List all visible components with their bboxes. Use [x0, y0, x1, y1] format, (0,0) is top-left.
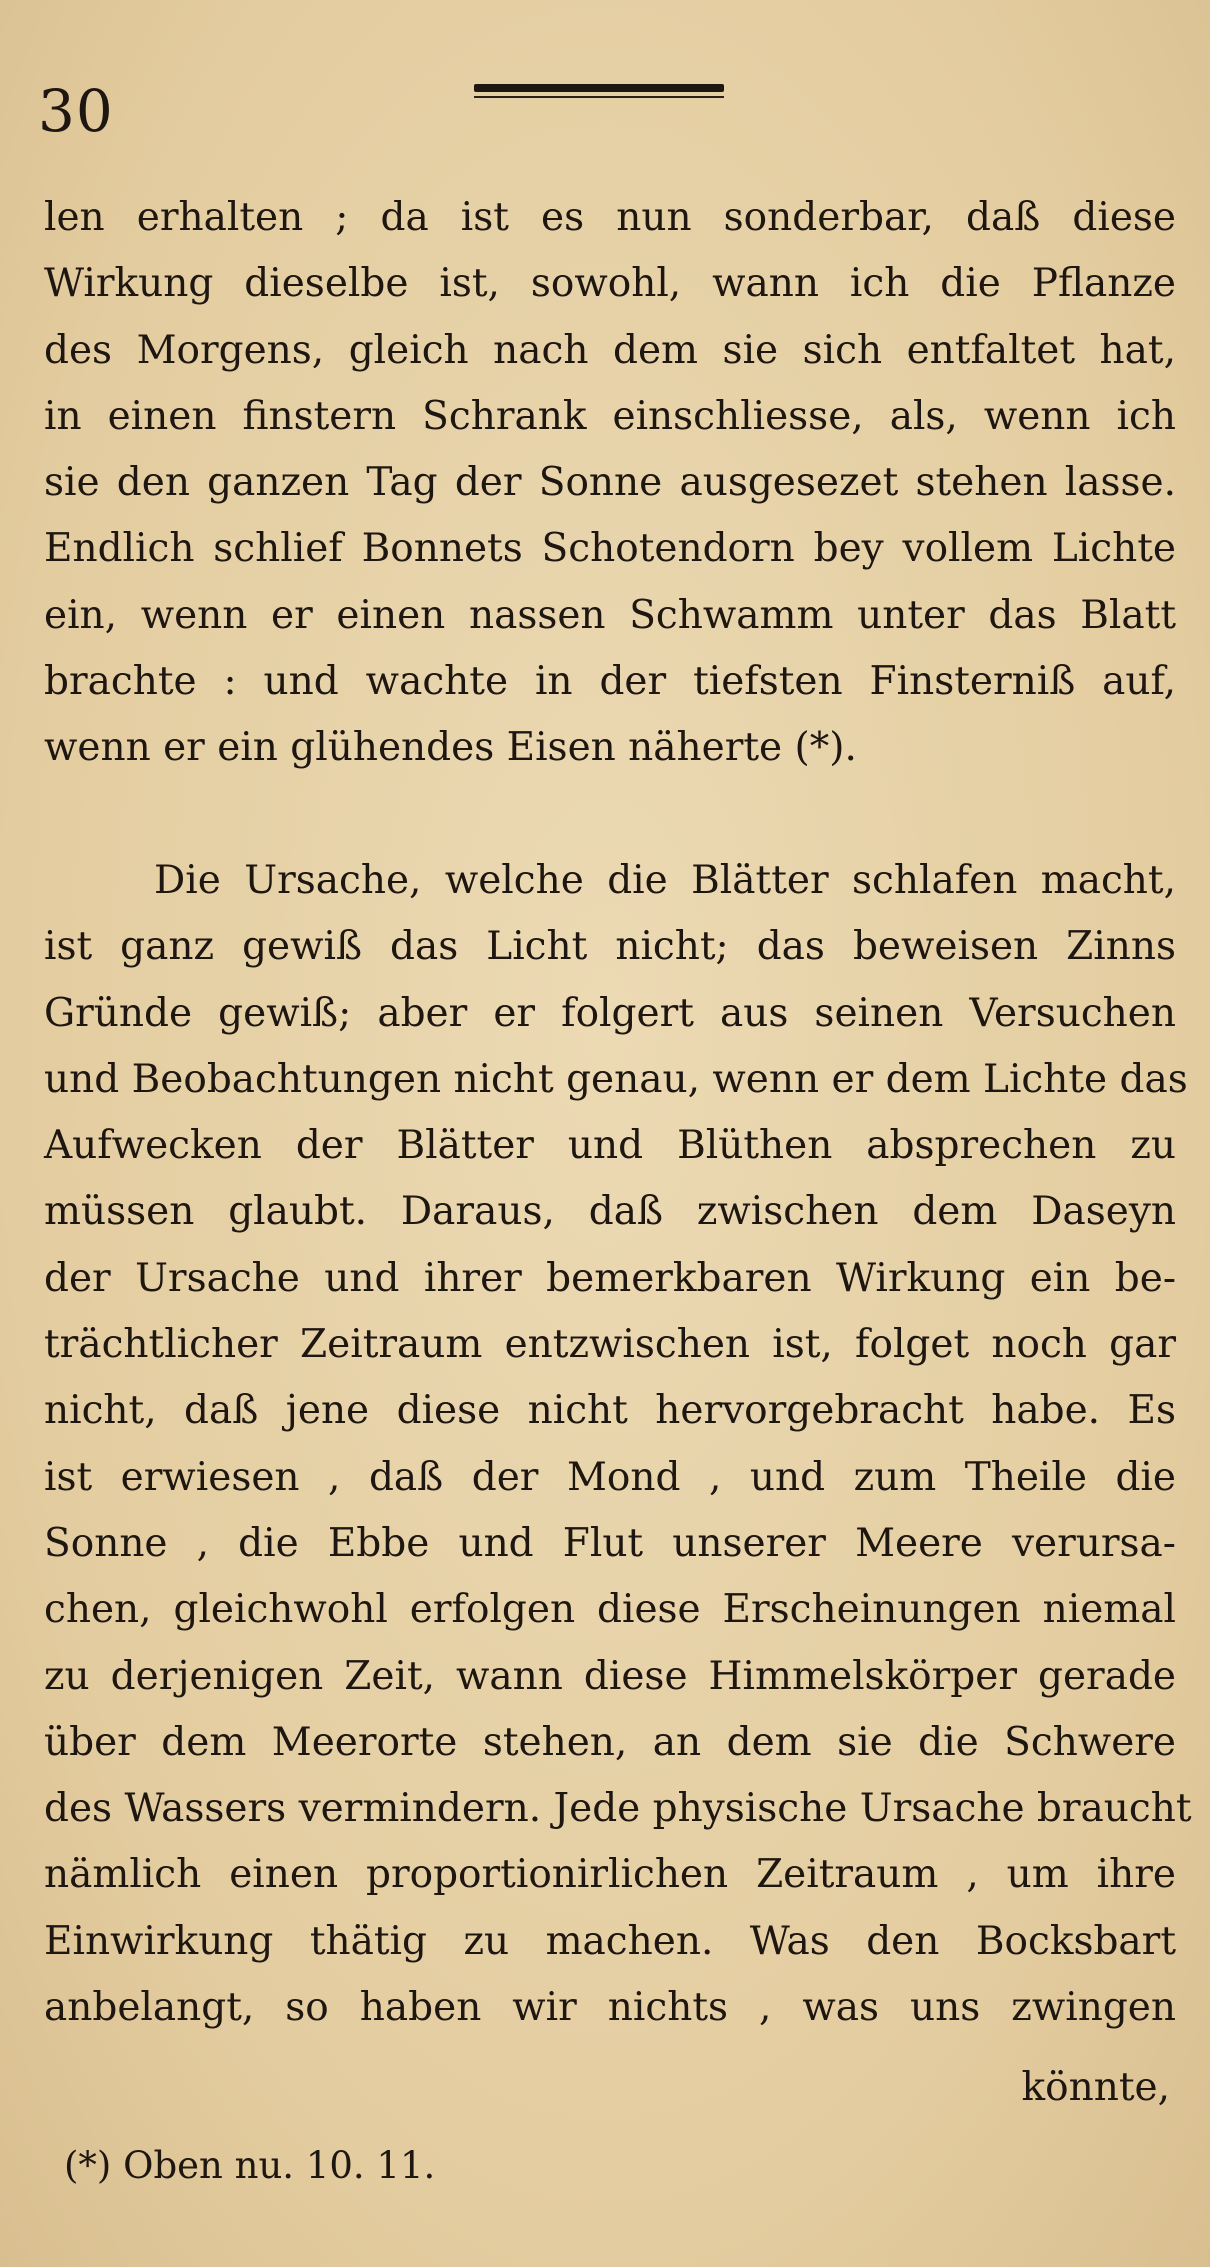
text-line: in einen finstern Schrank einschliesse, als, wenn ich	[44, 393, 1176, 439]
catchword: könnte,	[1021, 2065, 1170, 2110]
text-line: ist erwiesen , daß der Mond , und zum Theile die	[44, 1454, 1176, 1500]
page-number: 30	[38, 77, 114, 145]
text-line: wenn er ein glühendes Eisen näherte (*).	[44, 725, 857, 771]
text-line: nämlich einen proportionirlichen Zeitraum , um ihre	[44, 1852, 1176, 1898]
text-line: zu derjenigen Zeit, wann diese Himmelskörper gerade	[44, 1653, 1176, 1699]
paragraph-2	[44, 848, 1192, 2041]
text-line: sie den ganzen Tag der Sonne ausgesezet stehen lasse.	[44, 460, 1176, 506]
header-rule	[474, 84, 724, 98]
text-line: und Beobachtungen nicht genau, wenn er dem Lichte das	[44, 1056, 1188, 1102]
text-line: ist ganz gewiß das Licht nicht; das beweisen Zinns	[44, 924, 1176, 970]
text-line: Wirkung dieselbe ist, sowohl, wann ich die Pflanze	[44, 261, 1176, 307]
header-rule-thick	[474, 84, 724, 92]
footnote: (*) Oben nu. 10. 11.	[64, 2144, 436, 2187]
text-line: des Morgens, gleich nach dem sie sich entfaltet hat,	[44, 327, 1176, 373]
header-rule-thin	[474, 96, 724, 98]
text-line: der Ursache und ihrer bemerkbaren Wirkung ein be-	[44, 1255, 1176, 1301]
text-line: Gründe gewiß; aber er folgert aus seinen Versuchen	[44, 990, 1176, 1036]
text-line: Aufwecken der Blätter und Blüthen absprechen zu	[44, 1123, 1176, 1169]
text-line: Endlich schlief Bonnets Schotendorn bey vollem Lichte	[44, 526, 1176, 572]
text-line: chen, gleichwohl erfolgen diese Erscheinungen niemal	[44, 1587, 1176, 1633]
text-line: brachte : und wachte in der tiefsten Finsterniß auf,	[44, 659, 1176, 705]
text-line: Sonne , die Ebbe und Flut unserer Meere verursa-	[44, 1520, 1176, 1566]
text-line: ein, wenn er einen nassen Schwamm unter das Blatt	[44, 592, 1176, 638]
text-line: anbelangt, so haben wir nichts , was uns zwingen	[44, 1985, 1176, 2031]
text-line: über dem Meerorte stehen, an dem sie die Schwere	[44, 1719, 1176, 1765]
paragraph-1	[44, 185, 1176, 782]
text-line: len erhalten ; da ist es nun sonderbar, daß diese	[44, 195, 1176, 240]
text-line: Die Ursache, welche die Blätter schlafen macht,	[154, 858, 1176, 903]
text-line: Einwirkung thätig zu machen. Was den Bocksbart	[44, 1918, 1176, 1964]
text-line: trächtlicher Zeitraum entzwischen ist, folget noch gar	[44, 1322, 1176, 1368]
text-line: müssen glaubt. Daraus, daß zwischen dem Daseyn	[44, 1189, 1176, 1235]
text-line: des Wassers vermindern. Jede physische Ursache braucht	[44, 1786, 1192, 1832]
text-line: nicht, daß jene diese nicht hervorgebracht habe. Es	[44, 1388, 1176, 1434]
